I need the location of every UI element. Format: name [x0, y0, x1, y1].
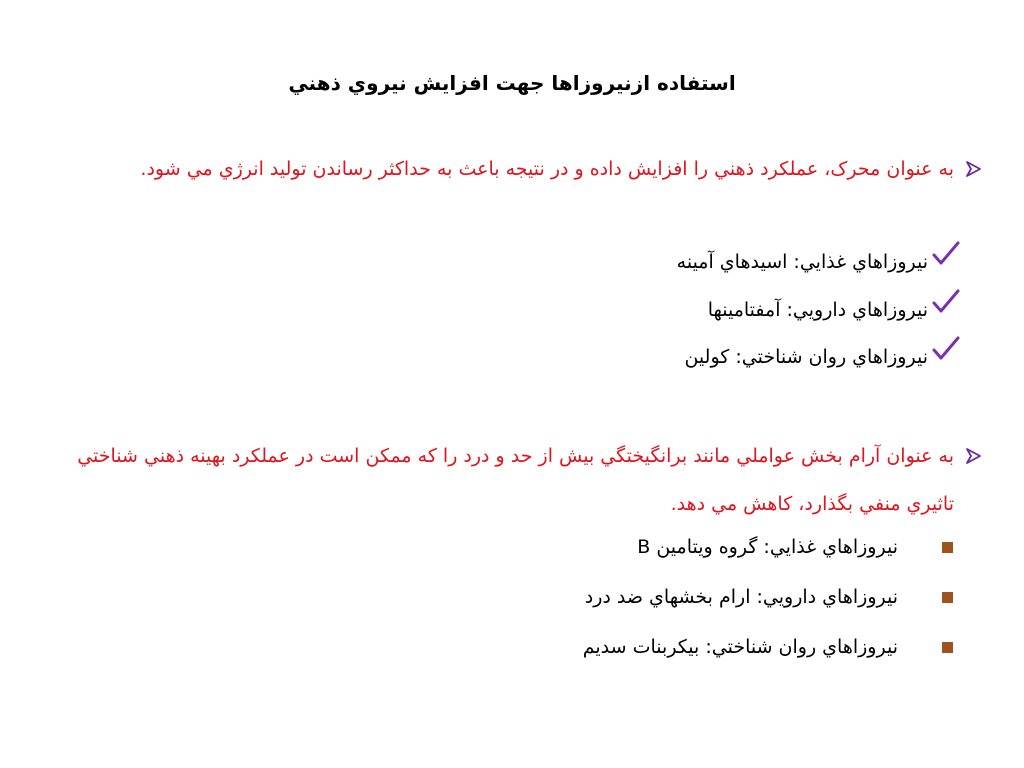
- section1-item-text: نيروزاهاي دارويي: آمفتامينها: [707, 299, 928, 321]
- checkmark-icon: [930, 240, 962, 268]
- section2-paragraph-row: [40, 432, 984, 528]
- square-bullet-icon: [936, 633, 958, 661]
- arrowhead-right-icon: [962, 442, 984, 470]
- section2-item-2: [480, 583, 962, 613]
- square-bullet-icon: [936, 533, 958, 561]
- section1-item-3: [500, 343, 962, 373]
- section1-item-2: [500, 296, 962, 326]
- section2-item-text: نيروزاهاي روان شناختي: بيکربنات سديم: [582, 636, 898, 658]
- section2-paragraph: به عنوان آرام بخش عواملي مانند برانگيختگي بيش از حد و درد را که ممکن است در عملکرد بهينه ذهني شناختي تاثيري منفي بگذارد، کاهش مي دهد.: [77, 445, 954, 515]
- section1-item-text: نيروزاهاي غذايي: اسيدهاي آمينه: [676, 251, 928, 273]
- checkmark-icon: [930, 288, 962, 316]
- section2-item-text: نيروزاهاي غذايي: گروه ويتامين B: [637, 536, 898, 558]
- section1-paragraph-row: [40, 145, 984, 241]
- section1-item-text: نيروزاهاي روان شناختي: کولين: [684, 346, 928, 368]
- section2-item-1: [480, 533, 962, 563]
- slide-title: استفاده ازنيروزاها جهت افزايش نيروي ذهني: [288, 71, 736, 95]
- section2-item-3: [480, 633, 962, 663]
- section1-paragraph: به عنوان محرک، عملکرد ذهني را افزايش داده و در نتيجه باعث به حداکثر رساندن توليد انرژي مي شود.: [140, 158, 954, 180]
- arrowhead-right-icon: [962, 155, 984, 183]
- section1-item-1: [500, 248, 962, 278]
- checkmark-icon: [930, 335, 962, 363]
- section2-item-text: نيروزاهاي دارويي: ارام بخشهاي ضد درد: [584, 586, 898, 608]
- square-bullet-icon: [936, 583, 958, 611]
